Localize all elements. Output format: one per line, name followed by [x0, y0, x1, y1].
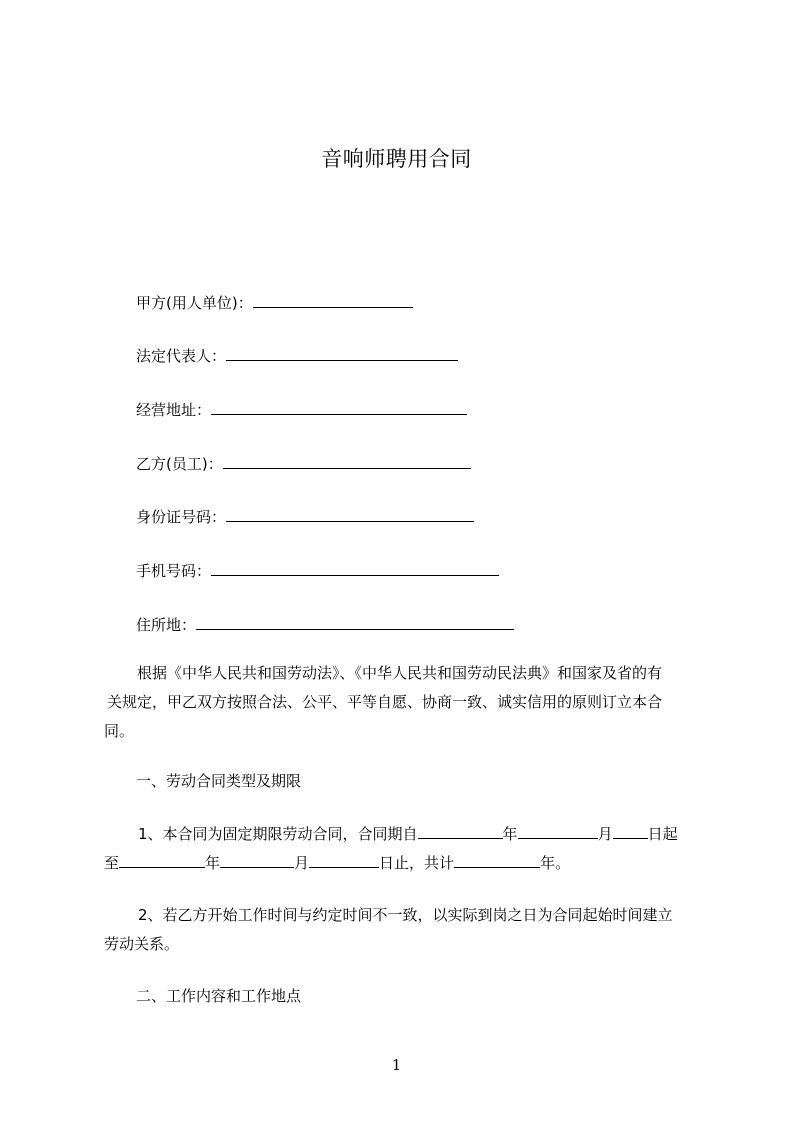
total-years-blank[interactable] — [454, 851, 540, 868]
field-business-address-blank[interactable] — [211, 398, 467, 415]
field-phone-blank[interactable] — [211, 559, 499, 576]
field-id-number-label: 身份证号码： — [136, 508, 227, 526]
field-legal-representative-blank[interactable] — [226, 344, 458, 361]
field-employer-blank[interactable] — [253, 291, 413, 308]
field-residence-blank[interactable] — [196, 613, 514, 630]
clause-1-1-text-b: 年 — [502, 825, 518, 843]
clause-1-2-line-2: 劳动关系。 — [104, 935, 180, 953]
field-phone — [136, 559, 499, 582]
intro-line-2: 关规定，甲乙双方按照合法、公平、平等自愿、协商一致、诚实信用的原则订立本合 — [107, 693, 663, 711]
start-year-blank[interactable] — [418, 822, 503, 839]
clause-1-1 — [104, 820, 716, 878]
field-employee — [136, 452, 471, 475]
end-month-blank[interactable] — [220, 851, 294, 868]
clause-1-1-text-e: 至 — [104, 854, 120, 872]
end-day-blank[interactable] — [309, 851, 379, 868]
clause-1-1-line-1 — [104, 820, 716, 849]
field-id-number-blank[interactable] — [226, 505, 474, 522]
clause-1-1-text-a: 1、本合同为固定期限劳动合同，合同期自 — [138, 825, 418, 843]
field-employer — [136, 291, 413, 314]
clause-1-1-text-f: 年 — [205, 854, 221, 872]
field-phone-label: 手机号码： — [136, 562, 212, 580]
field-id-number — [136, 505, 474, 528]
start-day-blank[interactable] — [613, 822, 648, 839]
section-2-heading: 二、工作内容和工作地点 — [136, 987, 302, 1005]
intro-line-3: 同。 — [104, 722, 135, 740]
clause-1-1-text-g: 月 — [294, 854, 310, 872]
section-1-heading: 一、劳动合同类型及期限 — [136, 772, 302, 790]
field-business-address — [136, 398, 467, 421]
end-year-blank[interactable] — [119, 851, 205, 868]
page-number: 1 — [391, 1056, 402, 1074]
field-employee-label: 乙方(员工)： — [136, 455, 223, 473]
field-residence-label: 住所地： — [136, 616, 197, 634]
field-business-address-label: 经营地址： — [136, 401, 212, 419]
clause-1-2-line-1: 2、若乙方开始工作时间与约定时间不一致，以实际到岗之日为合同起始时间建立 — [138, 906, 673, 924]
clause-1-2 — [104, 901, 716, 959]
intro-line-1: 根据《中华人民共和国劳动法》、《中华人民共和国劳动民法典》和国家及省的有 — [137, 664, 663, 682]
intro-paragraph — [104, 659, 716, 746]
field-employer-label: 甲方(用人单位)： — [136, 294, 253, 312]
clause-1-1-text-h: 日止，共计 — [379, 854, 455, 872]
field-employee-blank[interactable] — [223, 452, 471, 469]
clause-1-1-line-2 — [104, 849, 716, 878]
field-legal-representative — [136, 344, 458, 367]
clause-1-1-text-i: 年。 — [540, 854, 571, 872]
document-title: 音响师聘用合同 — [321, 147, 472, 171]
field-residence — [136, 613, 514, 636]
start-month-blank[interactable] — [518, 822, 598, 839]
clause-1-1-text-c: 月 — [597, 825, 613, 843]
field-legal-representative-label: 法定代表人： — [136, 347, 227, 365]
clause-1-1-text-d: 日起 — [647, 825, 678, 843]
